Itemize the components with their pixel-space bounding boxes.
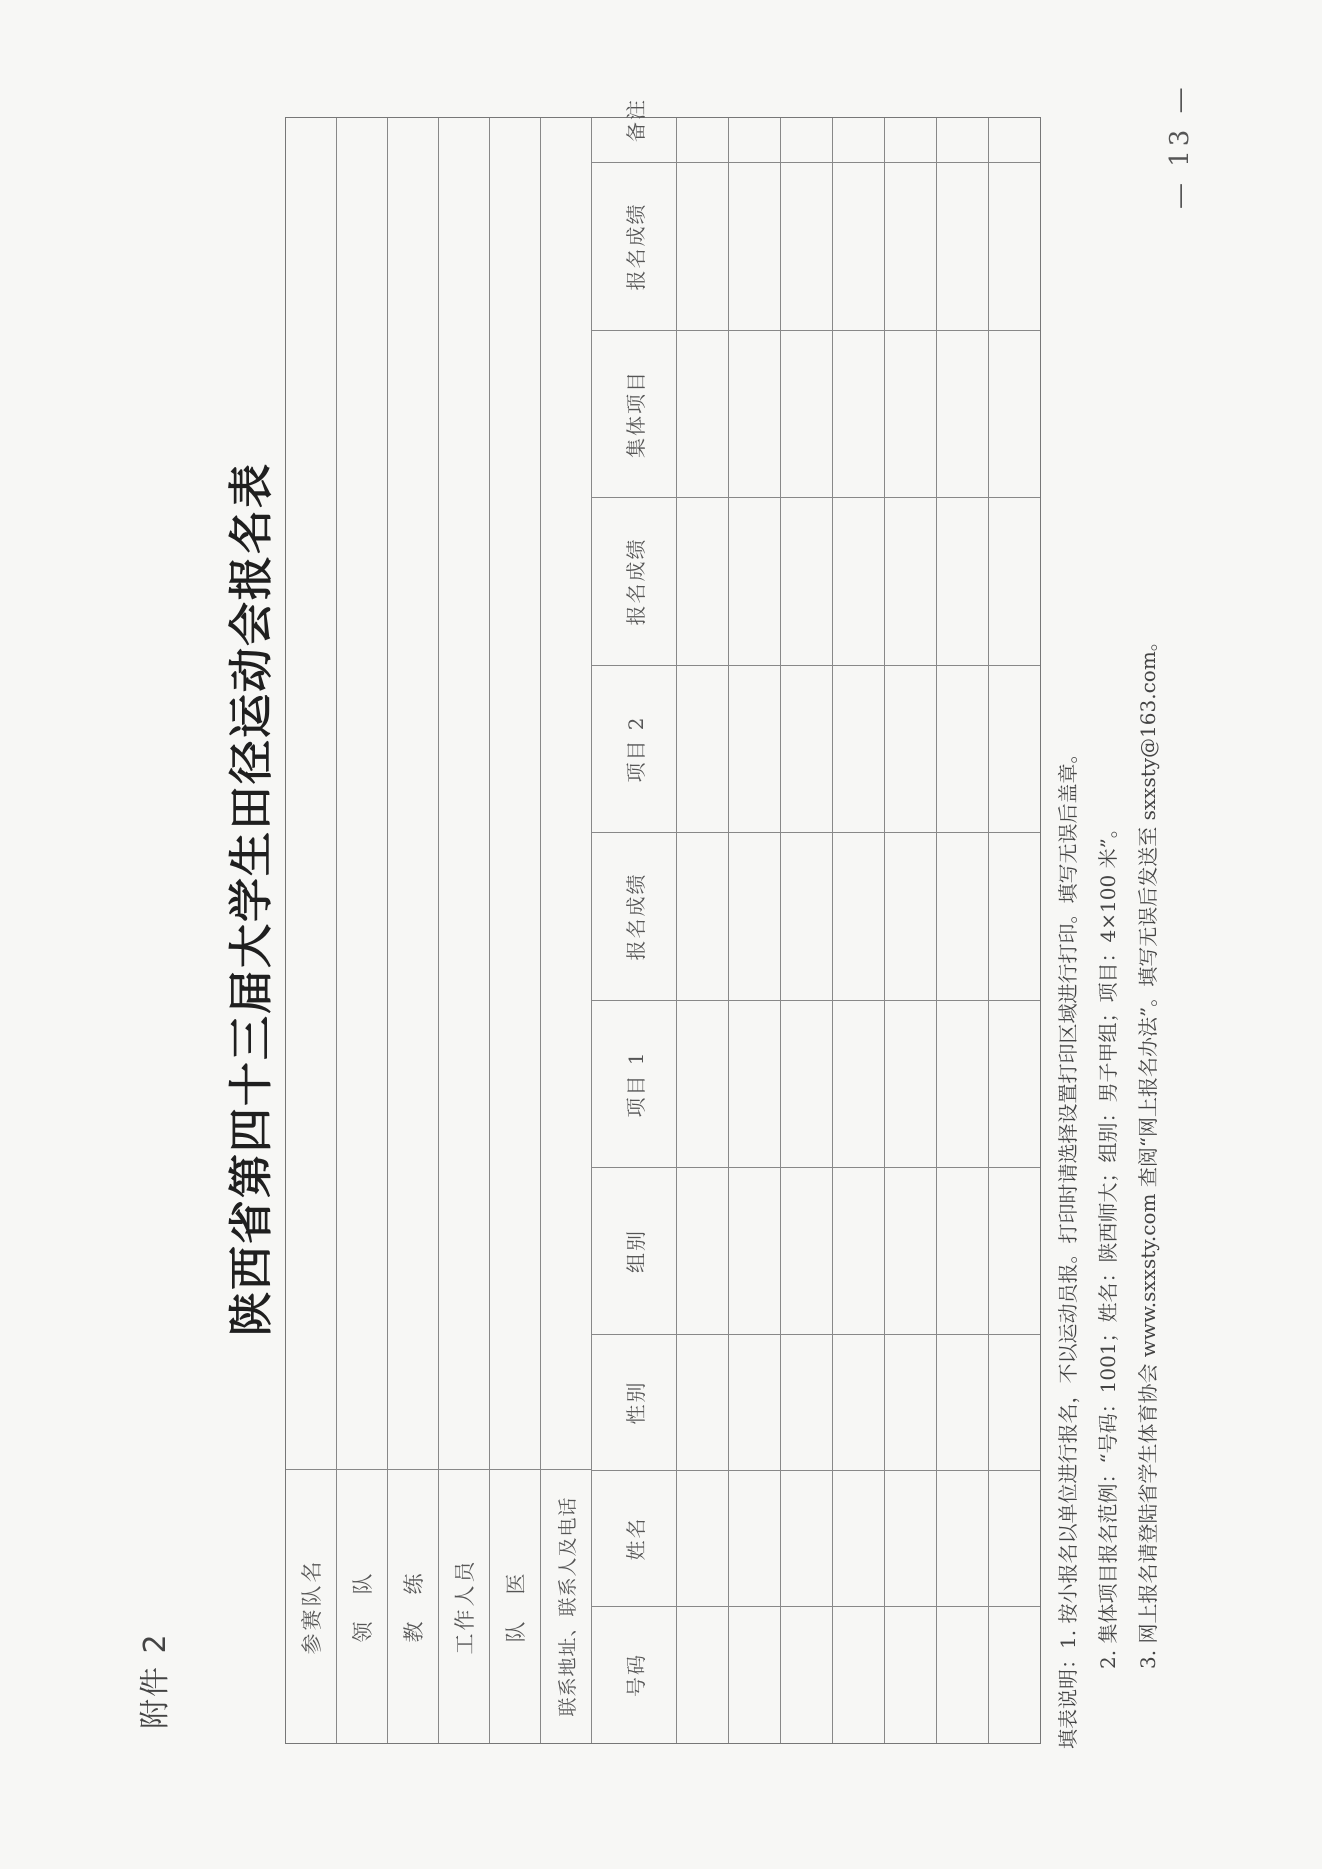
leader-field[interactable]: [337, 118, 387, 1469]
column-header: 报名成绩: [592, 832, 676, 1000]
entry-cell[interactable]: [989, 162, 1040, 330]
header-label: 参赛队名: [286, 1469, 336, 1743]
table-header: [592, 98, 677, 1743]
entry-cell[interactable]: [781, 1606, 832, 1743]
column-header: 报名成绩: [592, 162, 676, 330]
fill-instructions: [1048, 99, 1168, 1749]
entry-cell[interactable]: [781, 665, 832, 832]
entry-cell[interactable]: [677, 1167, 728, 1334]
header-row-team: [286, 118, 337, 1743]
entry-cell[interactable]: [833, 1167, 884, 1334]
entry-cell[interactable]: [937, 1470, 988, 1606]
entry-cell[interactable]: [677, 162, 728, 330]
entry-cell[interactable]: [729, 330, 780, 497]
header-label: 工作人员: [439, 1469, 489, 1743]
entry-cell[interactable]: [989, 1000, 1040, 1167]
entry-cell[interactable]: [729, 1167, 780, 1334]
column-header: 姓名: [592, 1470, 676, 1606]
column-header: 集体项目: [592, 330, 676, 497]
entry-cell[interactable]: [989, 1606, 1040, 1743]
column-header: 项目 1: [592, 1000, 676, 1167]
staff-field[interactable]: [439, 118, 489, 1469]
entry-cell[interactable]: [989, 330, 1040, 497]
coach-field[interactable]: [388, 118, 438, 1469]
entry-cell[interactable]: [885, 330, 936, 497]
column-header: 项目 2: [592, 665, 676, 832]
header-label: 队 医: [490, 1469, 540, 1743]
entry-cell[interactable]: [937, 1167, 988, 1334]
column-header: 备注: [623, 98, 648, 142]
entry-cell[interactable]: [937, 832, 988, 1000]
entry-cell[interactable]: [989, 1470, 1040, 1606]
entry-cell[interactable]: [833, 497, 884, 665]
table-row: [937, 118, 989, 1743]
entry-cell[interactable]: [937, 78, 988, 162]
entry-cell[interactable]: [885, 1470, 936, 1606]
entry-cell[interactable]: [989, 832, 1040, 1000]
form-title: 陕西省第四十三届大学生田径运动会报名表: [226, 462, 277, 1336]
entry-cell[interactable]: [781, 1334, 832, 1470]
column-header: 报名成绩: [592, 497, 676, 665]
entry-cell[interactable]: [833, 832, 884, 1000]
table-row: [989, 118, 1040, 1743]
entry-cell[interactable]: [729, 1334, 780, 1470]
table-row: [781, 118, 833, 1743]
entry-cell[interactable]: [781, 330, 832, 497]
entry-cell[interactable]: [885, 1000, 936, 1167]
table-row: [885, 118, 937, 1743]
entry-cell[interactable]: [729, 1000, 780, 1167]
column-header: 性别: [592, 1334, 676, 1470]
column-header: 组别: [592, 1167, 676, 1334]
entry-cell[interactable]: [937, 1606, 988, 1743]
entry-cell[interactable]: [729, 1606, 780, 1743]
contact-field[interactable]: [541, 118, 591, 1469]
entry-cell[interactable]: [989, 1167, 1040, 1334]
note-line: 3. 网上报名请登陆省学生体育协会 www.sxxsty.com 查阅“网上报名办法”。填写无误后发送至 sxxsty@163.com。: [1136, 631, 1160, 1669]
entry-cell[interactable]: [677, 1334, 728, 1470]
entry-cell[interactable]: [833, 1000, 884, 1167]
entry-cell[interactable]: [677, 330, 728, 497]
entry-cell[interactable]: [885, 1167, 936, 1334]
header-label: 领 队: [337, 1469, 387, 1743]
entry-cell[interactable]: [885, 497, 936, 665]
entry-cell[interactable]: [729, 1470, 780, 1606]
entry-cell[interactable]: [833, 1606, 884, 1743]
entry-cell[interactable]: [729, 497, 780, 665]
entry-cell[interactable]: [937, 330, 988, 497]
header-row-contact: [541, 118, 592, 1743]
entry-cell[interactable]: [677, 1000, 728, 1167]
team-name-field[interactable]: [286, 118, 336, 1469]
entry-cell[interactable]: [781, 1000, 832, 1167]
entry-cell[interactable]: [833, 330, 884, 497]
entry-cell[interactable]: [833, 162, 884, 330]
entry-cell[interactable]: [989, 497, 1040, 665]
entry-cell[interactable]: [885, 665, 936, 832]
entry-cell[interactable]: [989, 78, 1040, 162]
entry-cell[interactable]: [937, 665, 988, 832]
entry-cell[interactable]: [677, 78, 728, 162]
entry-cell[interactable]: [729, 78, 780, 162]
entry-cell[interactable]: [781, 497, 832, 665]
entry-cell[interactable]: [729, 162, 780, 330]
entry-cell[interactable]: [677, 832, 728, 1000]
entry-cell[interactable]: [833, 78, 884, 162]
table-row: [833, 118, 885, 1743]
entry-cell[interactable]: [989, 1334, 1040, 1470]
entry-cell[interactable]: [781, 1167, 832, 1334]
entry-cell[interactable]: [885, 78, 936, 162]
header-row-leader: [337, 118, 388, 1743]
entry-cell[interactable]: [937, 1334, 988, 1470]
entry-cell[interactable]: [729, 832, 780, 1000]
entry-cell[interactable]: [833, 665, 884, 832]
entry-cell[interactable]: [989, 665, 1040, 832]
entry-cell[interactable]: [677, 1606, 728, 1743]
entry-cell[interactable]: [937, 1000, 988, 1167]
entry-cell[interactable]: [833, 1334, 884, 1470]
entry-cell[interactable]: [885, 1334, 936, 1470]
header-label: 教 练: [388, 1469, 438, 1743]
entry-cell[interactable]: [677, 665, 728, 832]
entry-cell[interactable]: [937, 162, 988, 330]
entry-cell[interactable]: [677, 1470, 728, 1606]
entry-cell[interactable]: [781, 1470, 832, 1606]
table-row: [677, 118, 729, 1743]
header-row-staff: [439, 118, 490, 1743]
header-label: 联系地址、联系人及电话: [541, 1469, 591, 1743]
entry-cell[interactable]: [937, 497, 988, 665]
entry-cell[interactable]: [781, 78, 832, 162]
note-line: 填表说明：1. 按小报名以单位进行报名，不以运动员报。打印时请选择设置打印区域进行打印。填写无误后盖章。: [1056, 743, 1080, 1749]
entry-cell[interactable]: [781, 832, 832, 1000]
table-row: [729, 118, 781, 1743]
entry-cell[interactable]: [677, 497, 728, 665]
header-row-doctor: [490, 118, 541, 1743]
note-line: 2. 集体项目报名范例：“号码：1001；姓名：陕西师大；组别：男子甲组；项目：4×100 米”。: [1096, 818, 1120, 1669]
header-row-coach: [388, 118, 439, 1743]
entry-cell[interactable]: [729, 665, 780, 832]
table-body: [677, 118, 1040, 1743]
page-number: — 13 —: [1165, 83, 1195, 209]
entry-cell[interactable]: [885, 1606, 936, 1743]
entry-cell[interactable]: [885, 162, 936, 330]
entry-cell[interactable]: [781, 162, 832, 330]
doctor-field[interactable]: [490, 118, 540, 1469]
entry-cell[interactable]: [885, 832, 936, 1000]
attachment-label: 附件 2: [138, 1632, 173, 1729]
entry-cell[interactable]: [833, 1470, 884, 1606]
registration-form: [285, 98, 1041, 1744]
column-header: 号码: [592, 1606, 676, 1743]
